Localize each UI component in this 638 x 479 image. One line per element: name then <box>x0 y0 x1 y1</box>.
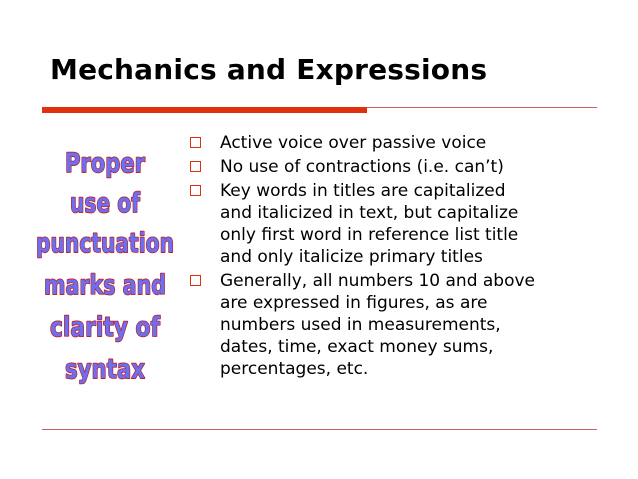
bullet-text-line: Active voice over passive voice <box>220 133 487 153</box>
bullet-item <box>188 180 608 268</box>
footer-rule <box>42 429 597 430</box>
bullet-item <box>188 132 608 154</box>
square-bullet-icon <box>190 185 201 196</box>
bullet-text-line: and italicized in text, but capitalize <box>220 203 519 223</box>
bullet-text-line: only first word in reference list title <box>220 225 519 245</box>
wordart-line-6: syntax <box>65 354 145 385</box>
wordart-punctuation-graphic <box>34 142 176 388</box>
slide-title: Mechanics and Expressions <box>50 53 488 86</box>
bullet-text-line: and only italicize primary titles <box>220 247 483 267</box>
wordart-line-5: clarity of <box>50 312 161 343</box>
bullet-list <box>188 132 608 382</box>
wordart-line-4: marks and <box>44 270 166 301</box>
title-underline-accent <box>42 107 367 113</box>
wordart-line-1: Proper <box>65 148 146 179</box>
bullet-text-line: Generally, all numbers 10 and above <box>220 271 536 291</box>
bullet-text-line: numbers used in measurements, <box>220 315 501 335</box>
bullet-text-line: Key words in titles are capitalized <box>220 181 506 201</box>
wordart-line-3: punctuation <box>36 228 174 259</box>
bullet-text-line: No use of contractions (i.e. can’t) <box>220 157 504 177</box>
bullet-text-line: dates, time, exact money sums, <box>220 337 494 357</box>
bullet-item <box>188 270 608 380</box>
square-bullet-icon <box>190 137 201 148</box>
bullet-text-line: percentages, etc. <box>220 359 369 379</box>
bullet-text-line: are expressed in figures, as are <box>220 293 488 313</box>
bullet-item <box>188 156 608 178</box>
square-bullet-icon <box>190 275 201 286</box>
square-bullet-icon <box>190 161 201 172</box>
wordart-line-2: use of <box>70 188 141 219</box>
